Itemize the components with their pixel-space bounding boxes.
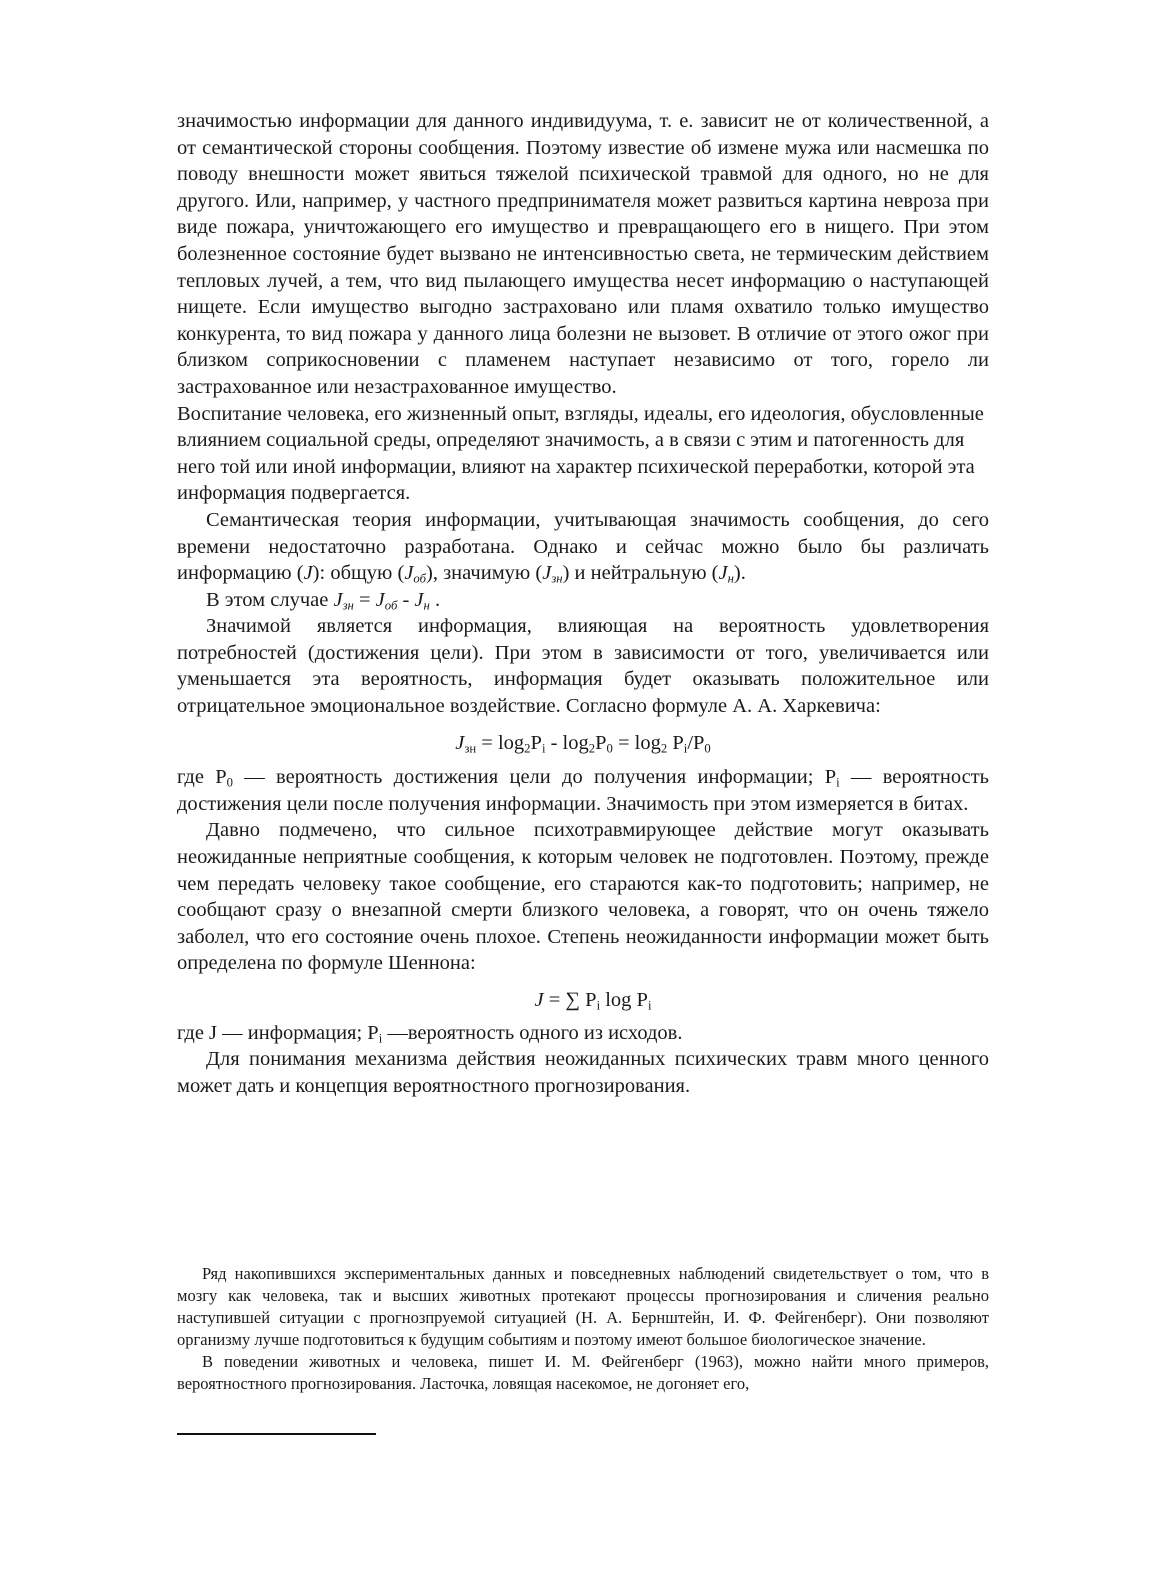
paragraph-5: Значимой является информация, влияющая на вероятность удовлетворения потребностей (достижения цели). При этом в зависимости от того, увеличивается или уменьшается эта вероятность, информация будет оказывать положительное или отрицательное эмоциональное воздействие. Согласно формуле А. А. Харкевича: bbox=[177, 615, 989, 718]
shannon-formula: J = ∑ $P_i$ $\log P_i$ bbox=[534, 989, 652, 1013]
p3-seg: ), значимую ( bbox=[426, 562, 543, 585]
paragraph-1: значимостью информации для данного индивидуума, т. е. зависит не от количественной, а от семантической стороны сообщения. Поэтому известие об измене мужа или насмешка по поводу внешности может явиться тяжелой психической травмой для одного, но не для другого. Или, например, у частного предпринимателя может развиться картина невроза при виде пожара, уничтожающего его имущество и превращающего его в нищего. При этом болезненное состояние будет вызвано не интенсивностью света, не термическим действием тепловых лучей, а тем, что вид пылающего имущества несет информацию о наступающей нищете. Если имущество выгодно застраховано или пламя охватило только имущество конкурента, то вид пожара у данного лица болезни не вызовет. В отличие от этого ожог при близком соприкосновении с пламенем наступает независимо от того, горело ли застрахованное или незастрахованное имущество. bbox=[177, 110, 989, 398]
paragraph-4 bbox=[177, 587, 989, 614]
small-print-text bbox=[177, 1263, 989, 1395]
paragraph-3 bbox=[177, 507, 989, 587]
symbol-j: J bbox=[303, 562, 313, 585]
p3-seg: ). bbox=[733, 562, 746, 585]
symbol-j-ob: $J_{об}$ bbox=[404, 562, 426, 586]
kharkevich-formula: $J_{зн} = \log_2P_i - \log_2P_0 = \log_2 P_i/P_0$ bbox=[455, 731, 711, 756]
paragraph-7: Давно подмечено, что сильное психотравмирующее действие могут оказывать неожиданные неприятные сообщения, к которым человек не подготовлен. Поэтому, прежде чем передать человеку такое сообщение, его стараются как-то подготовить; например, не сообщают сразу о внезапной смерти близкого человека, а говорят, что он очень тяжело заболел, что его состояние очень плохое. Степень неожиданности информации может быть определена по формуле Шеннона: bbox=[177, 819, 989, 975]
paragraph-2: Воспитание человека, его жизненный опыт, взгляды, идеалы, его идеология, обусловленные влиянием социальной среды, определяют значимость, а в связи с этим и патогенность для него той или иной информации, влияют на характер психической переработки, которой эта информация подвергается. bbox=[177, 402, 984, 505]
p3-text: Семантическая теория информации, учитывающая значимость сообщения, до сего времени недостаточно разработана. Однако и сейчас можно было бы различать информацию ( bbox=[177, 508, 989, 585]
equals-sign: = bbox=[353, 588, 376, 611]
p3-seg: ) и нейтральную ( bbox=[562, 562, 719, 585]
symbol-j-ob: $J_{об}$ bbox=[375, 588, 398, 613]
symbol-j-zn: $J_{зн}$ bbox=[542, 562, 563, 586]
small-paragraph-1: Ряд накопившихся экспериментальных данных и повседневных наблюдений свидетельствует о том, что в мозгу как человека, так и высших животных протекают процессы прогнозирования и сличения реально наступившей ситуации с прогнозпруемой ситуацией (Н. А. Бернштейн, И. Ф. Фейгенберг). Они позволяют организму лучше подготовиться к будущим событиям и поэтому имеют большое биологическое значение. bbox=[177, 1264, 989, 1349]
paragraph-6: где $P_0$ — вероятность достижения цели до получения информации; $P_i$ — вероятность достижения цели после получения информации. Значимость при этом измеряется в битах. bbox=[177, 766, 989, 815]
symbol-j-n: $J_н$ bbox=[414, 588, 430, 613]
paragraph-8: где J — информация; $P_i$ —вероятность одного из исходов. bbox=[177, 1021, 683, 1046]
p3-seg: ): общую ( bbox=[312, 562, 405, 585]
small-paragraph-2: В поведении животных и человека, пишет И. М. Фейгенберг (1963), можно найти много примеров, вероятностного прогнозирования. Ласточка, ловящая насекомое, не догоняет его, bbox=[177, 1352, 989, 1393]
paragraph-9: Для понимания механизма действия неожиданных психических травм много ценного может дать и концепция вероятностного прогнозирования. bbox=[177, 1048, 989, 1097]
p4-end: . bbox=[429, 588, 441, 611]
symbol-j-zn: $J_{зн}$ bbox=[333, 588, 354, 613]
footnote-rule bbox=[177, 1433, 376, 1435]
minus-sign: - bbox=[397, 588, 415, 611]
p4-text: В этом случае bbox=[206, 588, 334, 611]
symbol-j-n: $J_н$ bbox=[718, 562, 734, 586]
main-text bbox=[177, 108, 989, 1099]
